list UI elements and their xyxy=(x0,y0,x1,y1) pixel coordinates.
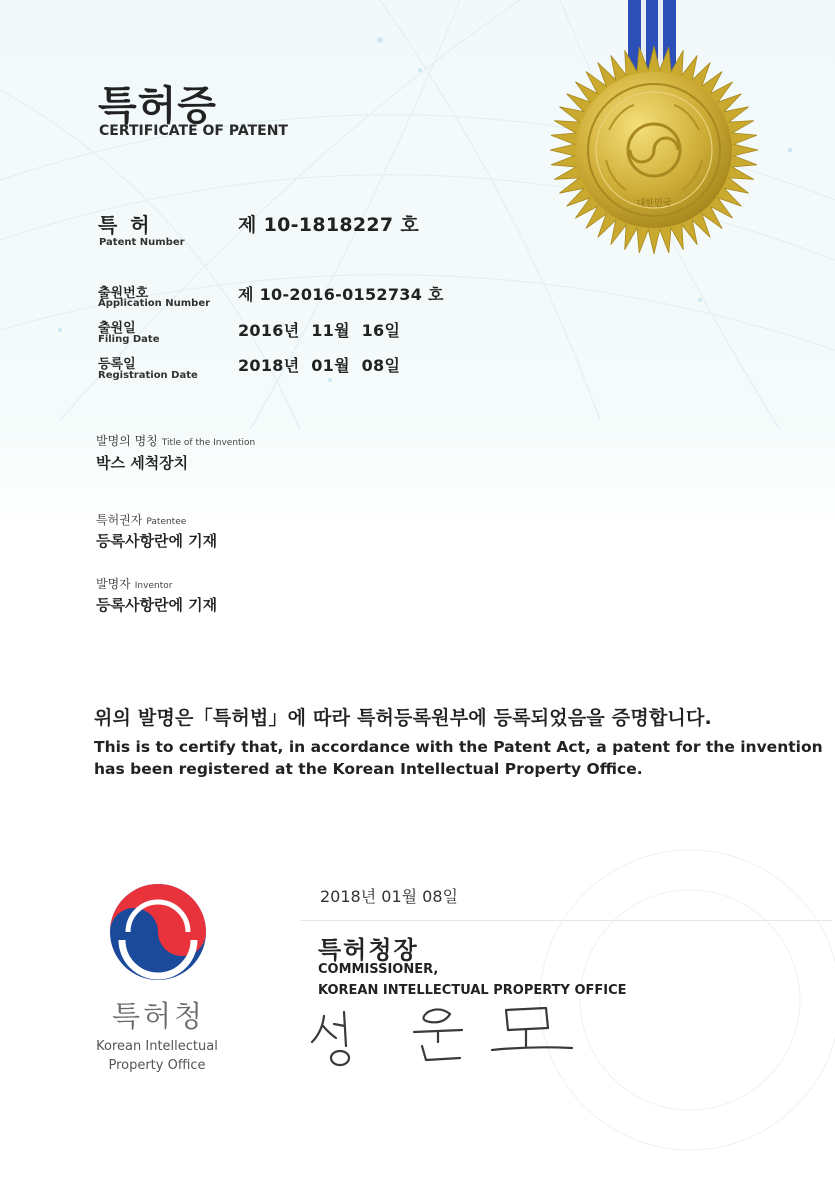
office-name-ko: 특허청 xyxy=(112,999,206,1033)
filing-date-label: 출원일 xyxy=(98,321,136,336)
office-name-en-line2: Property Office xyxy=(108,1058,206,1073)
commissioner-title-en-line2: KOREAN INTELLECTUAL PROPERTY OFFICE xyxy=(318,983,627,998)
registration-date-label: 등록일 xyxy=(98,357,136,372)
inventor-value: 등록사항란에 기재 xyxy=(96,596,218,614)
patent-number-label: 특 허 xyxy=(98,213,153,237)
page-subtitle: CERTIFICATE OF PATENT xyxy=(99,123,288,139)
patentee-label-en: Patentee xyxy=(146,517,187,527)
registration-date-value: 2018년 01월 08일 xyxy=(238,356,401,375)
commissioner-title-en-line1: COMMISSIONER, xyxy=(318,962,439,977)
application-number-label: 출원번호 xyxy=(98,286,149,301)
invention-title-label xyxy=(96,430,255,449)
registration-date-label-en: Registration Date xyxy=(98,370,198,381)
invention-title-label-en: Title of the Invention xyxy=(161,438,256,448)
office-name-en-line1: Korean Intellectual xyxy=(96,1039,218,1054)
kipo-emblem-icon xyxy=(108,882,208,982)
inventor-label-en: Inventor xyxy=(134,581,173,591)
inventor-label-ko: 발명자 xyxy=(96,577,131,591)
invention-title-value: 박스 세척장치 xyxy=(96,454,189,472)
filing-date-value: 2016년 11월 16일 xyxy=(238,321,401,340)
patentee-value: 등록사항란에 기재 xyxy=(96,532,218,550)
application-number-value: 제 10-2016-0152734 호 xyxy=(238,285,444,304)
patent-number-value: 제 10-1818227 호 xyxy=(238,214,420,236)
commissioner-signature-icon xyxy=(310,1002,580,1072)
inventor-label xyxy=(96,573,172,592)
patentee-label-ko: 특허권자 xyxy=(96,513,143,527)
patent-number-label-en: Patent Number xyxy=(99,237,185,248)
application-number-label-en: Application Number xyxy=(98,298,211,309)
patentee-label xyxy=(96,509,186,528)
commissioner-title-ko: 특허청장 xyxy=(318,936,419,964)
issue-date: 2018년 01월 08일 xyxy=(320,887,458,906)
certification-text-en-line2: has been registered at the Korean Intellectual Property Office. xyxy=(94,760,643,778)
certification-text-en-line1: This is to certify that, in accordance with the Patent Act, a patent for the invention xyxy=(94,738,823,756)
invention-title-label-ko: 발명의 명칭 xyxy=(96,434,158,448)
filing-date-label-en: Filing Date xyxy=(98,334,160,345)
page-title: 특허증 xyxy=(98,83,217,129)
gold-seal-icon xyxy=(548,44,760,256)
certification-text-ko: 위의 발명은「특허법」에 따라 특허등록원부에 등록되었음을 증명합니다. xyxy=(94,707,712,729)
seal-inscription: 대한민국 xyxy=(636,199,672,209)
signature-divider xyxy=(300,920,832,921)
